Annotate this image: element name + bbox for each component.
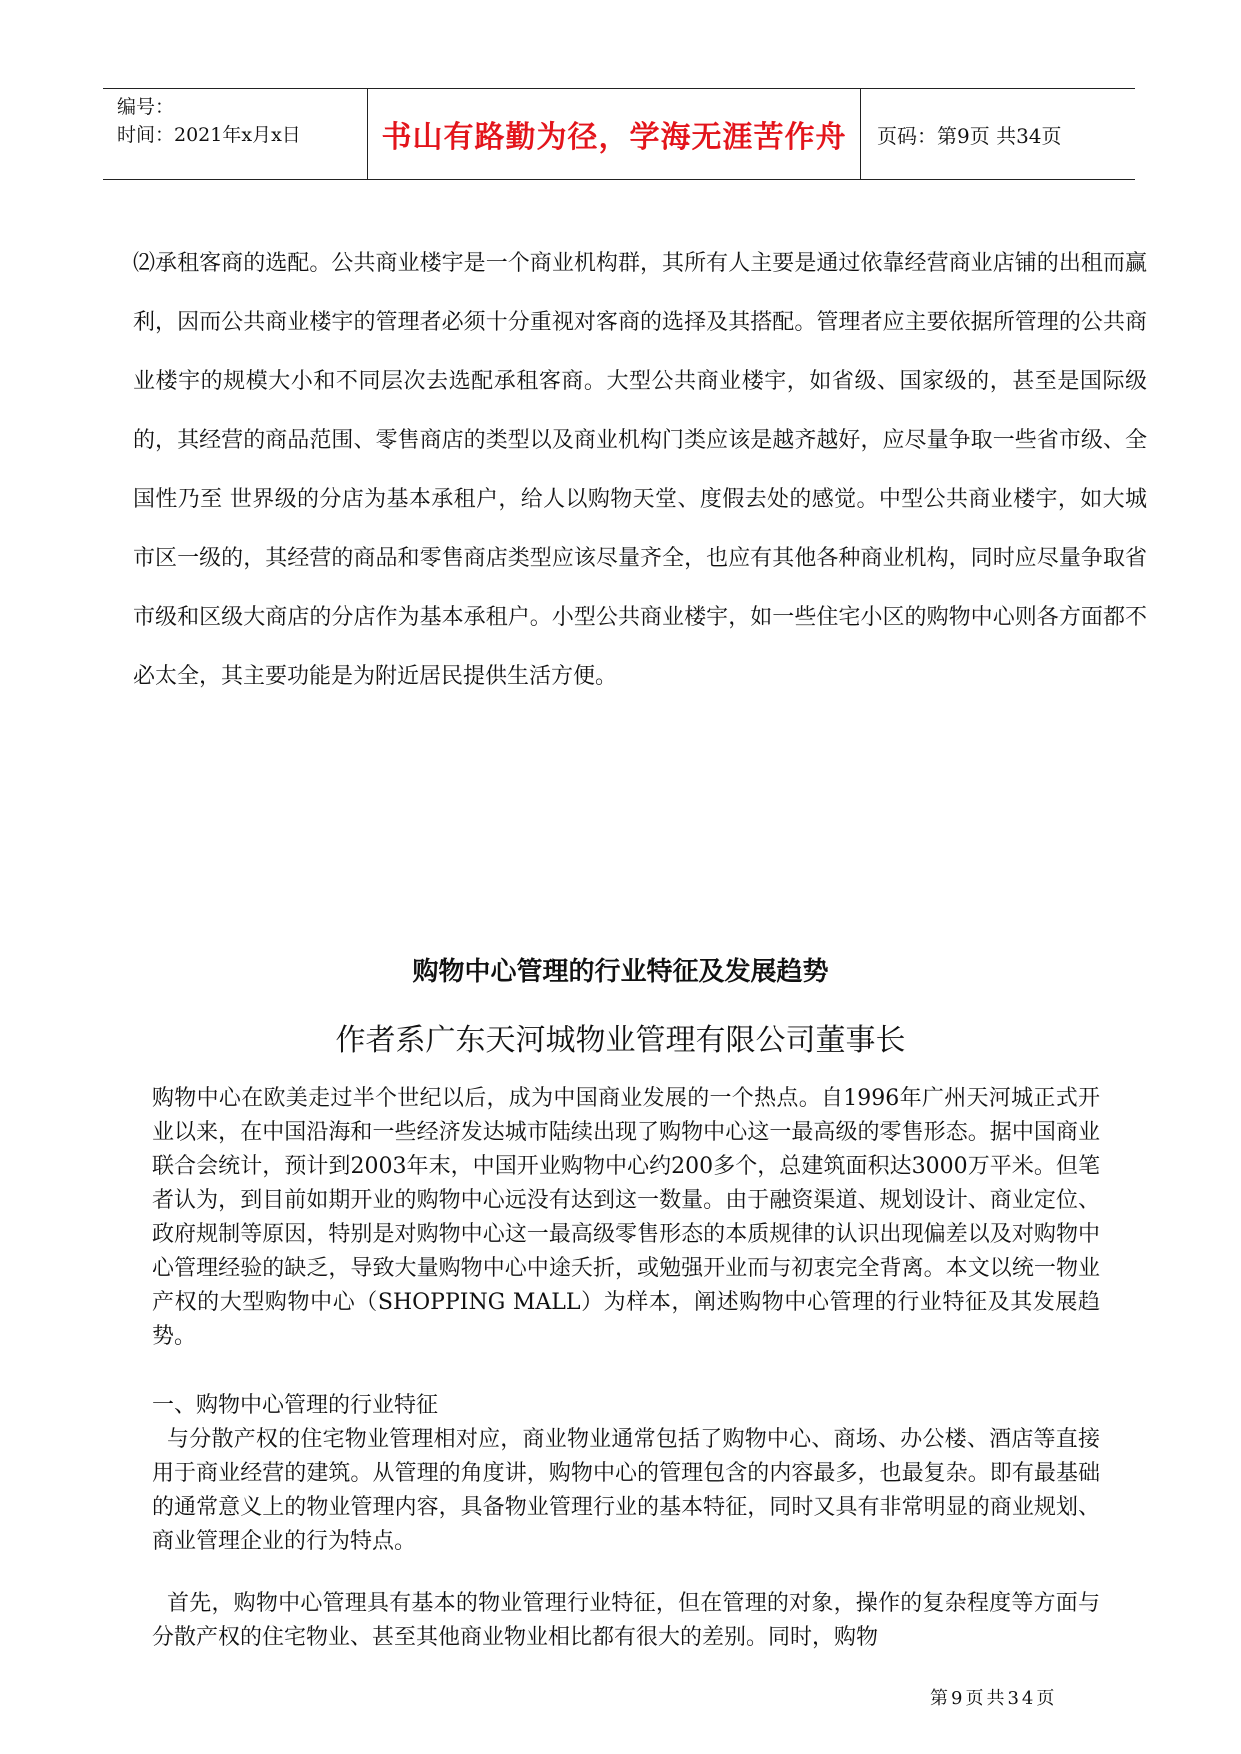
article-intro-paragraph: 购物中心在欧美走过半个世纪以后，成为中国商业发展的一个热点。自1996年广州天河城正式开业以来，在中国沿海和一些经济发达城市陆续出现了购物中心这一最高级的零售形态。据中国商业联合会统计，预计到2003年末，中国开业购物中心约200多个，总建筑面积达3000万平米。但笔者认为，到目前如期开业的购物中心远没有达到这一数量。由于融资渠道、规划设计、商业定位、政府规制等原因，特别是对购物中心这一最高级零售形态的本质规律的认识出现偏差以及对购物中心管理经验的缺乏，导致大量购物中心中途夭折，或勉强开业而与初衷完全背离。本文以统一物业产权的大型购物中心（SHOPPING MALL）为样本，阐述购物中心管理的行业特征及其发展趋势。 <box>152 1086 1100 1349</box>
header-meta-cell <box>103 89 368 179</box>
section-paragraph: 与分散产权的住宅物业管理相对应，商业物业通常包括了购物中心、商场、办公楼、酒店等直接用于商业经营的建筑。从管理的角度讲，购物中心的管理包含的内容最多，也最复杂。即有最基础的通常意义上的物业管理内容，具备物业管理行业的基本特征，同时又具有非常明显的商业规划、商业管理企业的行为特点。 <box>152 1427 1100 1554</box>
document-number-label: 编号： <box>117 96 175 118</box>
document-time-label: 时间：2021年x月x日 <box>117 124 301 146</box>
document-header <box>103 88 1135 180</box>
page-footer: 第9页共34页 <box>930 1688 1058 1709</box>
continuation-paragraph: 首先，购物中心管理具有基本的物业管理行业特征，但在管理的对象，操作的复杂程度等方面与分散产权的住宅物业、甚至其他商业物业相比都有很大的差别。同时，购物 <box>152 1591 1100 1650</box>
section-heading: 一、购物中心管理的行业特征 <box>152 1393 439 1418</box>
article-title: 购物中心管理的行业特征及发展趋势 <box>412 957 829 987</box>
article-author: 作者系广东天河城物业管理有限公司董事长 <box>335 1023 906 1058</box>
header-motto: 书山有路勤为径，学海无涯苦作舟 <box>368 89 861 179</box>
header-page-code: 页码：第9页 共34页 <box>877 123 1062 148</box>
body-paragraph: ⑵承租客商的选配。公共商业楼宇是一个商业机构群，其所有人主要是通过依靠经营商业店铺的出租而赢利，因而公共商业楼宇的管理者必须十分重视对客商的选择及其搭配。管理者应主要依据所管理的公共商业楼宇的规模大小和不同层次去选配承租客商。大型公共商业楼宇，如省级、国家级的，甚至是国际级的，其经营的商品范围、零售商店的类型以及商业机构门类应该是越齐越好，应尽量争取一些省市级、全国性乃至 世界级的分店为基本承租户，给人以购物天堂、度假去处的感觉。中型公共商业楼宇，如大城市区一级的，其经营的商品和零售商店类型应该尽量齐全，也应有其他各种商业机构，同时应尽量争取省市级和区级大商店的分店作为基本承租户。小型公共商业楼宇，如一些住宅小区的购物中心则各方面都不必太全，其主要功能是为附近居民提供生活方便。 <box>133 251 1147 689</box>
